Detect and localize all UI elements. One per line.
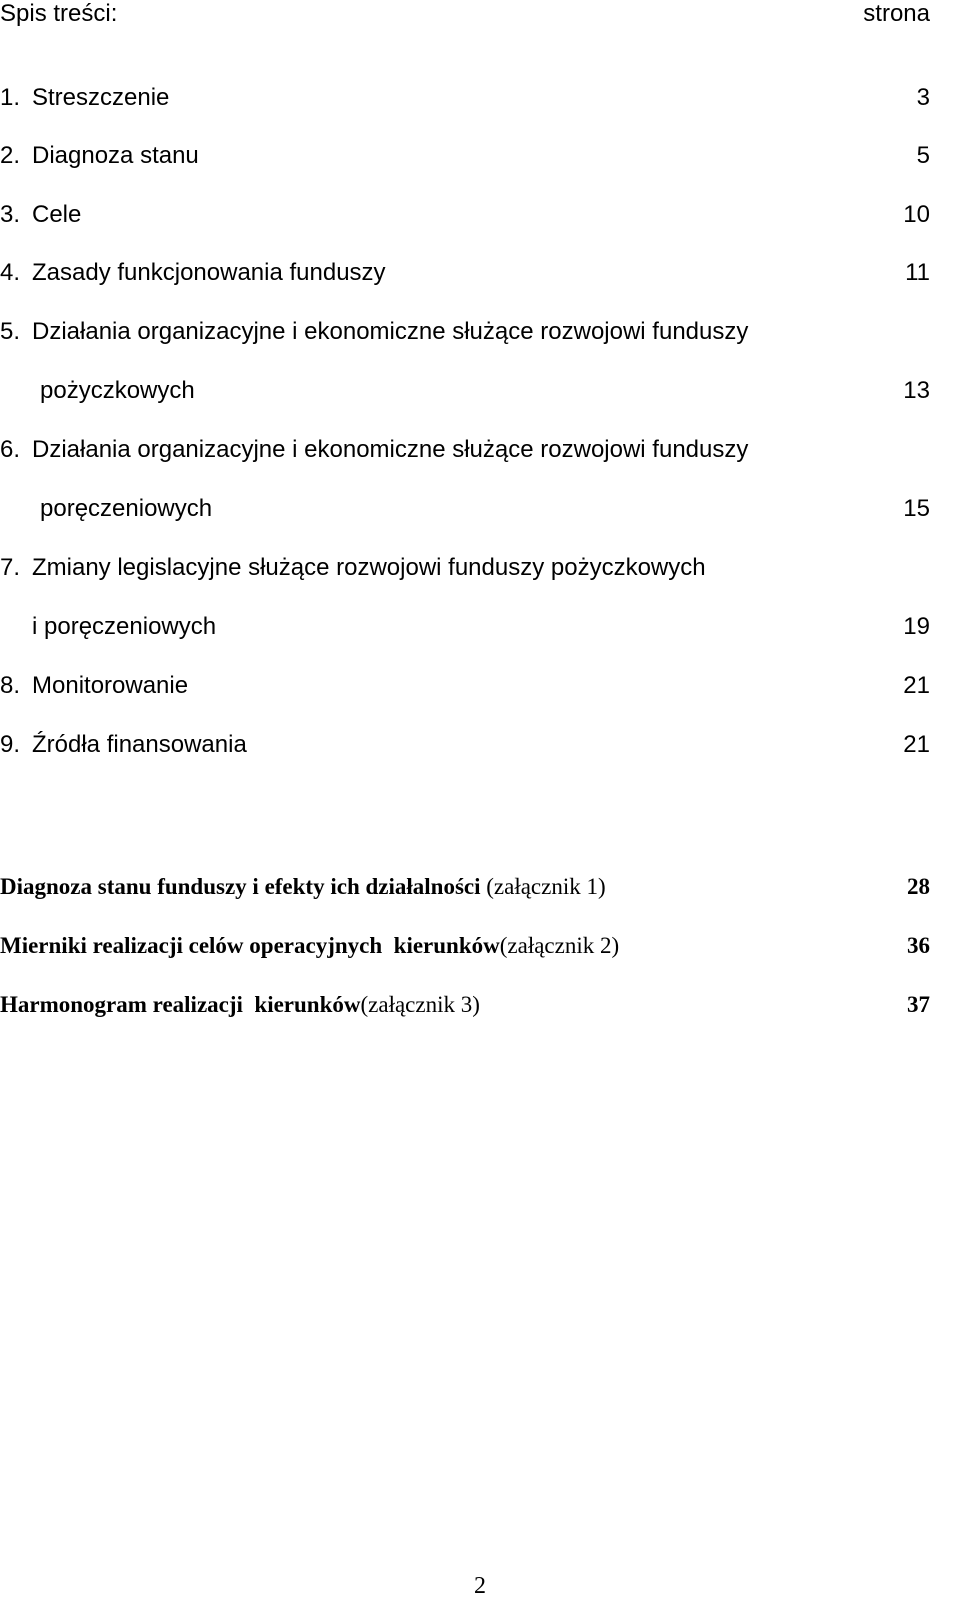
appendix-page: 36 [907, 933, 930, 958]
toc-item-title-continuation: i poręczeniowych [32, 613, 217, 640]
toc-item-title: Działania organizacyjne i ekonomiczne służące rozwojowi funduszy [32, 318, 749, 345]
toc-item-number: 1. [0, 84, 21, 111]
toc-item-3[interactable] [0, 200, 930, 230]
toc-item-6[interactable] [0, 435, 930, 465]
appendix-title: Harmonogram realizacji kierunków [0, 992, 361, 1017]
toc-item-title: Działania organizacyjne i ekonomiczne służące rozwojowi funduszy [32, 436, 749, 463]
toc-item-page: 21 [903, 731, 930, 758]
toc-item-page: 21 [903, 672, 930, 699]
appendix-title: Mierniki realizacji celów operacyjnych kierunków [0, 933, 500, 958]
toc-item-title: Monitorowanie [32, 672, 189, 699]
page-column-header: strona [863, 0, 930, 27]
toc-item-5[interactable] [0, 317, 930, 347]
toc-item-7[interactable] [0, 553, 930, 583]
toc-item-page: 10 [903, 201, 930, 228]
toc-item-7-continuation[interactable] [0, 612, 930, 642]
toc-item-title: Zmiany legislacyjne służące rozwojowi funduszy pożyczkowych [32, 554, 706, 581]
appendix-item-2[interactable] [0, 930, 930, 962]
toc-item-page: 11 [905, 259, 930, 286]
toc-item-title-continuation: pożyczkowych [40, 377, 195, 404]
toc-item-title: Źródła finansowania [32, 731, 247, 758]
toc-item-title: Cele [32, 201, 82, 228]
toc-item-4[interactable] [0, 258, 930, 288]
toc-item-title: Zasady funkcjonowania funduszy [32, 259, 386, 286]
toc-item-number: 6. [0, 436, 21, 463]
toc-item-5-continuation[interactable] [0, 376, 930, 406]
toc-item-page: 3 [916, 84, 930, 111]
appendix-item-1[interactable] [0, 871, 930, 903]
appendix-label: (załącznik 3) [360, 992, 480, 1017]
toc-item-page: 19 [903, 613, 930, 640]
toc-item-page: 5 [916, 142, 930, 169]
toc-item-number: 5. [0, 318, 21, 345]
page-number: 2 [474, 1573, 486, 1599]
toc-item-number: 8. [0, 672, 21, 699]
toc-item-page: 15 [903, 495, 930, 522]
toc-item-number: 9. [0, 731, 21, 758]
toc-item-number: 7. [0, 554, 21, 581]
toc-item-title: Diagnoza stanu [32, 142, 199, 169]
toc-item-number: 3. [0, 201, 21, 228]
appendix-page: 28 [907, 874, 930, 899]
toc-item-page: 13 [903, 377, 930, 404]
toc-item-number: 2. [0, 142, 21, 169]
toc-item-8[interactable] [0, 671, 930, 701]
appendix-label: (załącznik 2) [499, 933, 620, 958]
toc-item-title-continuation: poręczeniowych [40, 495, 213, 522]
appendix-label: (załącznik 1) [480, 874, 606, 899]
toc-item-number: 4. [0, 259, 21, 286]
toc-title: Spis treści: [0, 0, 118, 27]
toc-item-title: Streszczenie [32, 84, 170, 111]
toc-item-6-continuation[interactable] [0, 494, 930, 524]
toc-item-1[interactable] [0, 83, 930, 113]
appendix-page: 37 [907, 992, 930, 1017]
toc-item-2[interactable] [0, 141, 930, 171]
appendix-title: Diagnoza stanu funduszy i efekty ich działalności [0, 874, 481, 899]
appendix-item-3[interactable] [0, 989, 930, 1021]
toc-item-9[interactable] [0, 730, 930, 760]
